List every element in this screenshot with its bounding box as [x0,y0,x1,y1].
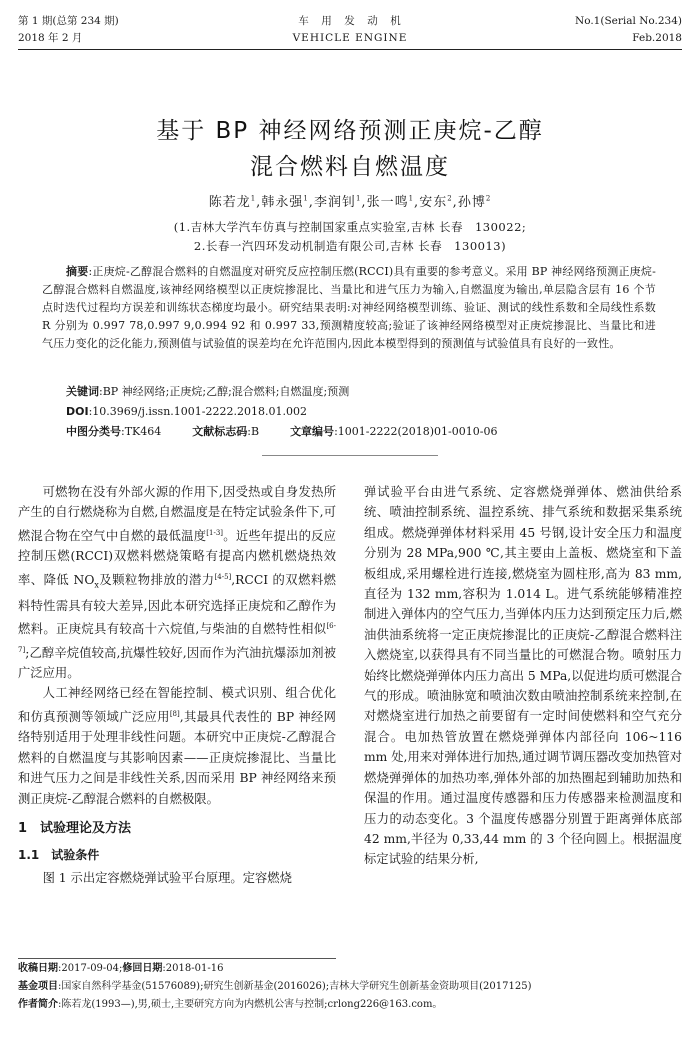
article-number-label: 文章编号 [290,425,335,438]
body-left-column [18,482,336,888]
text-run: ;乙醇辛烷值较高,抗爆性较好,因而作为汽油抗爆添加剂被广泛应用。 [18,645,336,681]
header-journal-en: VEHICLE ENGINE [292,32,408,44]
received-label: 收稿日期 [18,963,58,974]
subsection-heading: 1.1 试验条件 [18,848,100,863]
abstract-separator [262,455,438,456]
header-journal-cn: 车 用 发 动 机 [298,15,402,27]
author-aff: 1 [250,194,257,203]
citation: [8] [169,709,180,718]
author-name: 张一鸣 [366,195,409,210]
body-right-column [364,482,682,870]
clc-value: :TK464 [121,425,162,438]
author-name: 孙博 [457,195,486,210]
subscript: x [94,580,99,590]
footnote-rule [18,958,336,959]
citation: [1-3] [206,528,224,537]
revised-label: 修回日期 [122,963,163,974]
doc-code-value: :B [247,425,260,438]
body-paragraph: 弹试验平台由进气系统、定容燃烧弹弹体、燃油供给系统、喷油控制系统、温控系统、排气系统和数据采集系统组成。燃烧弹弹体材料采用 45 号钢,设计安全压力和温度分别为 28 MPa,900 ℃,其主要由上盖板、燃烧室和下盖板组成,采用螺栓进行连接,燃烧室为圆柱形,高为 83 mm,直径为 132 mm,容积为 1.014 L。进气系统能够精准控制进入弹体内的空气压力,当弹体内压力达到预定压力后,燃油供油系统将一定正庚烷掺混比的正庚烷-乙醇混合燃料注入燃烧室,以获得具有不同当量比的可燃混合物。喷射压力始终比燃烧弹弹体内压力高出 5 MPa,以促进均质可燃混合气的形成。喷油脉宽和喷油次数由喷油控制系统来控制,在对燃烧室进行加热之前要留有一定时间使燃料和空气充分混合。电加热管放置在燃烧弹弹体内部径向 106~116 mm 处,用来对弹体进行加热,通过调节调压器改变加热管对燃烧弹弹体的加热功率,弹体外部的加热圈起到辅助加热和保温的作用。通过温度传感器和压力传感器来检测温度和压力的动态变化。3 个温度传感器分别置于距离弹体底部 42 mm,半径为 0,33,44 mm 的 3 个径向圆上。根据温度标定试验的结果分析, [364,485,682,867]
footnote-dates [18,960,682,978]
body-paragraph [18,482,336,683]
section-heading: 1 试验理论及方法 [18,821,132,837]
abstract-label: 摘要 [66,265,89,278]
text-run: ,其最具代表性的 BP 神经网络特别适用于处理非线性问题。本研究中正庚烷-乙醇混合燃料的自燃温度与其影响因素——正庚烷掺混比、当量比和进气压力之间是非线性关系,因而采用 BP 神经网络来预测正庚烷-乙醇混合燃料的自燃极限。 [18,709,336,806]
author-aff: 1 [303,194,309,203]
text-run: 可燃物在没有外部火源的作用下,因受热或自身发热所产生的自行燃烧称为自燃,自燃温度是在特定试验条件下,可燃混合物在空气中自燃的最低温度 [18,485,336,543]
doc-code-label: 文献标志码 [192,425,248,438]
author-bio-label: 作者简介 [18,999,58,1010]
article-number-value: :1001-2222(2018)01-0010-06 [334,425,498,438]
author-name: 陈若龙 [208,195,251,210]
author-aff: 2 [447,194,453,203]
citation: [4-5] [214,572,232,581]
author-aff: 1 [408,194,415,203]
abstract [42,263,656,353]
author-aff: 2 [485,194,492,203]
doi-text: :10.3969/j.issn.1001-2222.2018.01.002 [88,405,307,418]
footnote-author [18,996,682,1014]
revised-value: :2018-01-16 [162,963,224,974]
author-bio-value: :陈若龙(1993—),男,硕士,主要研究方向为内燃机公害与控制;crlong226@163.com。 [58,999,443,1010]
header-month: Feb.2018 [632,32,682,44]
header-rule [18,49,682,50]
author-name: 李润钊 [313,195,356,210]
keywords-text: :BP 神经网络;正庚烷;乙醇;混合燃料;自燃温度;预测 [99,385,350,398]
abstract-text: :正庚烷-乙醇混合燃料的自燃温度对研究反应控制压燃(RCCI)具有重要的参考意义。采用 BP 神经网络预测正庚烷-乙醇混合燃料自燃温度,该神经网络模型以正庚烷掺混比、当量比和进气压力为输入,自燃温度为输出,单层隐含层有 16 个节点时迭代过程均方误差和训练状态梯度均最小。研究结果表明:对神经网络模型训练、验证、测试的线性系数和全局线性系数 R 分别为 0.997 78,0.997 9,0.994 92 和 0.997 33,预测精度较高;验证了该神经网络模型对正庚烷掺混比、当量比和进气压力变化的泛化能力,预测值与试验值的误差均在允许范围内,因此本模型得到的预测值与试验值具有良好的一致性。 [42,265,656,350]
author-name: 韩永强 [261,195,304,210]
doi [66,403,307,421]
text-run: 。近些年提出的反应控制压燃(RCCI)双燃料燃烧策略有提高内燃机燃烧热效率、降低 NO [18,528,336,587]
header-serial: No.1(Serial No.234) [575,15,682,27]
author-name: 安东 [419,195,448,210]
affiliation-line1: (1.吉林大学汽车仿真与控制国家重点实验室,吉林 长春 130022; [173,220,527,234]
header-date: 2018 年 2 月 [18,32,83,44]
keywords-label: 关键词 [66,385,99,398]
body-paragraph [18,683,336,809]
received-value: :2017-09-04; [58,963,123,974]
affiliation-line2: 2.长春一汽四环发动机制造有限公司,吉林 长春 130013) [193,239,507,253]
keywords [66,383,349,401]
text-run: 人工神经网络已经在智能控制、模式识别、组合优化和仿真预测等领域广泛应用 [18,686,336,724]
doi-label: DOI [66,405,89,418]
citation: [6-7] [18,622,336,654]
author-aff: 1 [355,194,362,203]
fund-label: 基金项目 [18,981,58,992]
fund-value: :国家自然科学基金(51576089);研究生创新基金(2016026);吉林大学研究生创新基金资助项目(2017125) [58,981,532,992]
header-issue: 第 1 期(总第 234 期) [18,15,119,27]
body-paragraph: 图 1 示出定容燃烧弹试验平台原理。定容燃烧 [42,870,292,885]
paper-title-line1: 基于 BP 神经网络预测正庚烷-乙醇 [156,118,544,144]
text-run: 及颗粒物排放的潜力 [98,572,215,587]
paper-title-line2: 混合燃料自燃温度 [250,154,450,180]
classification [66,423,497,441]
footnote-funding [18,978,682,996]
author-list: 陈若龙$^1$,韩永强$^1$,李润钊$^1$,张一鸣$^1$,安东$^2$,孙博$^2$ [208,194,492,210]
clc-label: 中图分类号 [66,425,121,438]
text-run: ,RCCI 的双燃料燃料特性需具有较大差异,因此本研究选择正庚烷和乙醇作为燃料。正庚烷具有较高十六烷值,与柴油的自燃特性相似 [18,572,336,637]
